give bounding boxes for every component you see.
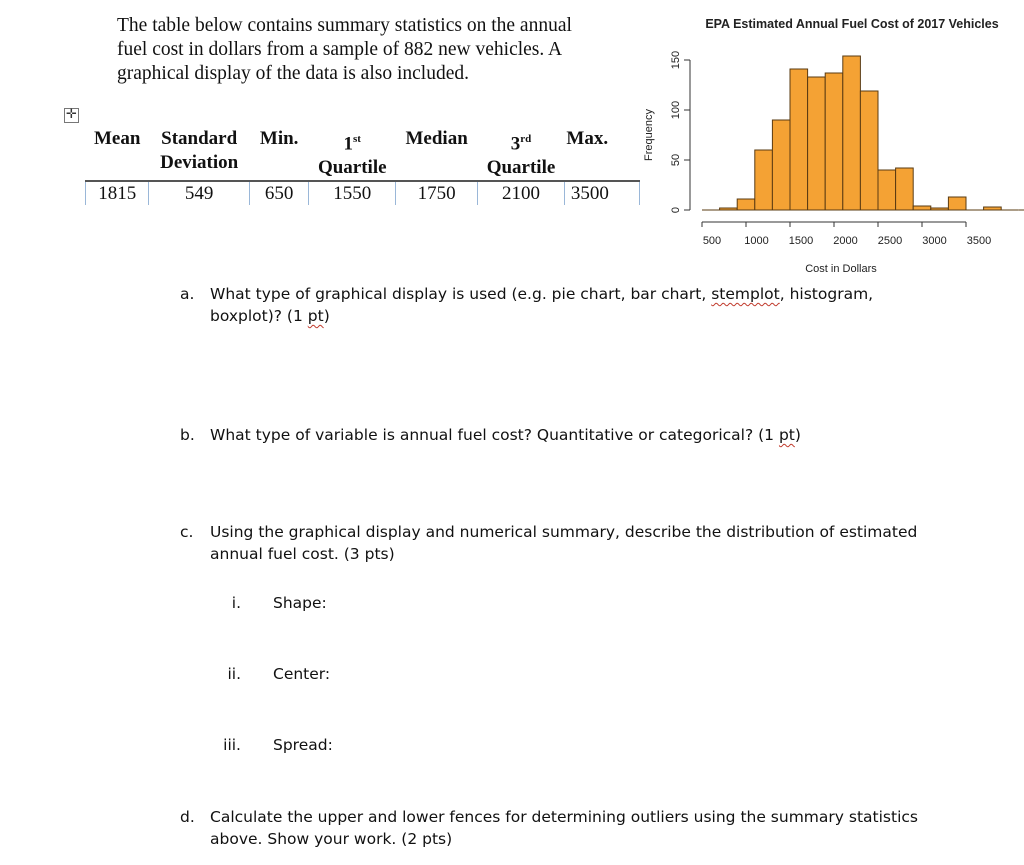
- histogram-chart: [640, 0, 1024, 280]
- histogram-bar: [737, 199, 755, 210]
- header-q3-sup: rd: [520, 133, 532, 145]
- x-tick-label: 2000: [833, 235, 858, 247]
- header-q1-word: Quartile: [317, 157, 387, 179]
- table-move-handle[interactable]: [64, 108, 79, 123]
- header-q1-num: 1: [343, 133, 354, 155]
- y-axis-label: Frequency: [643, 109, 655, 161]
- sub-text: Spread:: [273, 736, 333, 754]
- header-mean-text: Mean: [93, 128, 141, 149]
- question-c-label: c.: [180, 523, 194, 541]
- spellcheck-word-pt: pt: [307, 307, 324, 325]
- header-max: [564, 123, 639, 181]
- histogram-bar: [790, 69, 808, 210]
- x-tick-label: 3500: [966, 235, 992, 247]
- cell-median: 1750: [396, 181, 478, 205]
- intro-line: fuel cost in dollars from a sample of 882 new vehicles. A: [117, 39, 563, 60]
- x-tick-label: 500: [702, 235, 722, 247]
- question-a-text: [210, 283, 930, 327]
- question-a-line1-pre: What type of graphical display is used (e.g. pie chart, bar chart,: [210, 285, 712, 303]
- x-axis-label: Cost in Dollars: [805, 263, 877, 275]
- question-c-line2: annual fuel cost. (3 pts): [210, 545, 395, 563]
- question-a-label: a.: [180, 285, 195, 303]
- histogram-bar: [948, 197, 966, 210]
- question-d-line1: Calculate the upper and lower fences for determining outliers using the summary statistics: [210, 808, 918, 826]
- question-d-text: [210, 806, 930, 850]
- header-q1: [309, 123, 396, 181]
- intro-line: The table below contains summary statistics on the annual: [117, 15, 572, 36]
- histogram-bar: [931, 208, 949, 210]
- histogram-bar: [878, 170, 896, 210]
- header-std-dev-line2: Deviation: [160, 152, 239, 173]
- chart-title: EPA Estimated Annual Fuel Cost of 2017 Vehicles: [705, 17, 999, 31]
- header-std-dev-line1: Standard: [161, 128, 238, 149]
- cell-q3: 2100: [478, 181, 565, 205]
- header-mean: [86, 123, 149, 181]
- question-b-label: b.: [180, 426, 195, 444]
- question-a-line2-pre: boxplot)? (1: [210, 307, 308, 325]
- header-q1-sup: st: [353, 133, 361, 145]
- cell-min: 650: [249, 181, 308, 205]
- y-tick-label: 100: [669, 100, 682, 120]
- y-tick-label: 150: [669, 50, 682, 70]
- x-tick-label: 3000: [922, 235, 947, 247]
- question-b-text: [210, 424, 930, 446]
- histogram-bar: [984, 207, 1002, 210]
- question-a-line1-post: , histogram,: [779, 285, 874, 303]
- header-median: [396, 123, 478, 181]
- header-q3: [478, 123, 565, 181]
- sub-text: Shape:: [273, 594, 327, 612]
- header-std-dev: [149, 123, 250, 181]
- histogram-bar: [808, 77, 826, 210]
- histogram-bar: [896, 168, 914, 210]
- x-tick-label: 2500: [877, 235, 903, 247]
- y-tick-label: 50: [669, 153, 682, 167]
- histogram-bar: [860, 91, 878, 210]
- header-q3-num: 3: [510, 133, 521, 155]
- question-d-line2: above. Show your work. (2 pts): [210, 830, 453, 848]
- cell-mean: 1815: [86, 181, 149, 205]
- question-c-text: [210, 521, 930, 565]
- question-a-line2-post: ): [323, 307, 330, 325]
- sub-label: iii.: [223, 736, 241, 754]
- histogram-bar: [772, 120, 790, 210]
- histogram-bar: [720, 208, 738, 210]
- x-tick-label: 1000: [744, 235, 769, 247]
- histogram-bar: [913, 206, 931, 210]
- sub-text: Center:: [273, 665, 331, 683]
- intro-paragraph: [117, 14, 637, 86]
- header-max-text: Max.: [566, 128, 609, 149]
- cell-max: 3500: [564, 181, 639, 205]
- question-c-line1: Using the graphical display and numerical summary, describe the distribution of estimated: [210, 523, 918, 541]
- question-b-post: ): [794, 426, 801, 444]
- summary-table-wrapper: [85, 123, 640, 205]
- question-d-label: d.: [180, 808, 195, 826]
- cell-std-dev: 549: [149, 181, 250, 205]
- header-min-text: Min.: [259, 128, 299, 149]
- x-tick-label: 1500: [788, 235, 814, 247]
- summary-table: [85, 123, 640, 205]
- histogram-bar: [755, 150, 773, 210]
- histogram-bar: [825, 73, 843, 210]
- header-q3-word: Quartile: [486, 157, 556, 179]
- sub-label: i.: [231, 594, 241, 612]
- header-min: [249, 123, 308, 181]
- question-b-pre: What type of variable is annual fuel cost? Quantitative or categorical? (1: [210, 426, 779, 444]
- header-median-text: Median: [405, 128, 468, 149]
- move-cross-icon: ✛: [66, 107, 77, 122]
- table-row: [86, 181, 640, 205]
- y-tick-label: 0: [669, 206, 682, 214]
- spellcheck-word-stemplot: stemplot: [711, 285, 780, 303]
- intro-line: graphical display of the data is also included.: [117, 63, 469, 84]
- sub-label: ii.: [227, 665, 241, 683]
- histogram-bar: [843, 56, 861, 210]
- spellcheck-word-pt: pt: [778, 426, 795, 444]
- cell-q1: 1550: [309, 181, 396, 205]
